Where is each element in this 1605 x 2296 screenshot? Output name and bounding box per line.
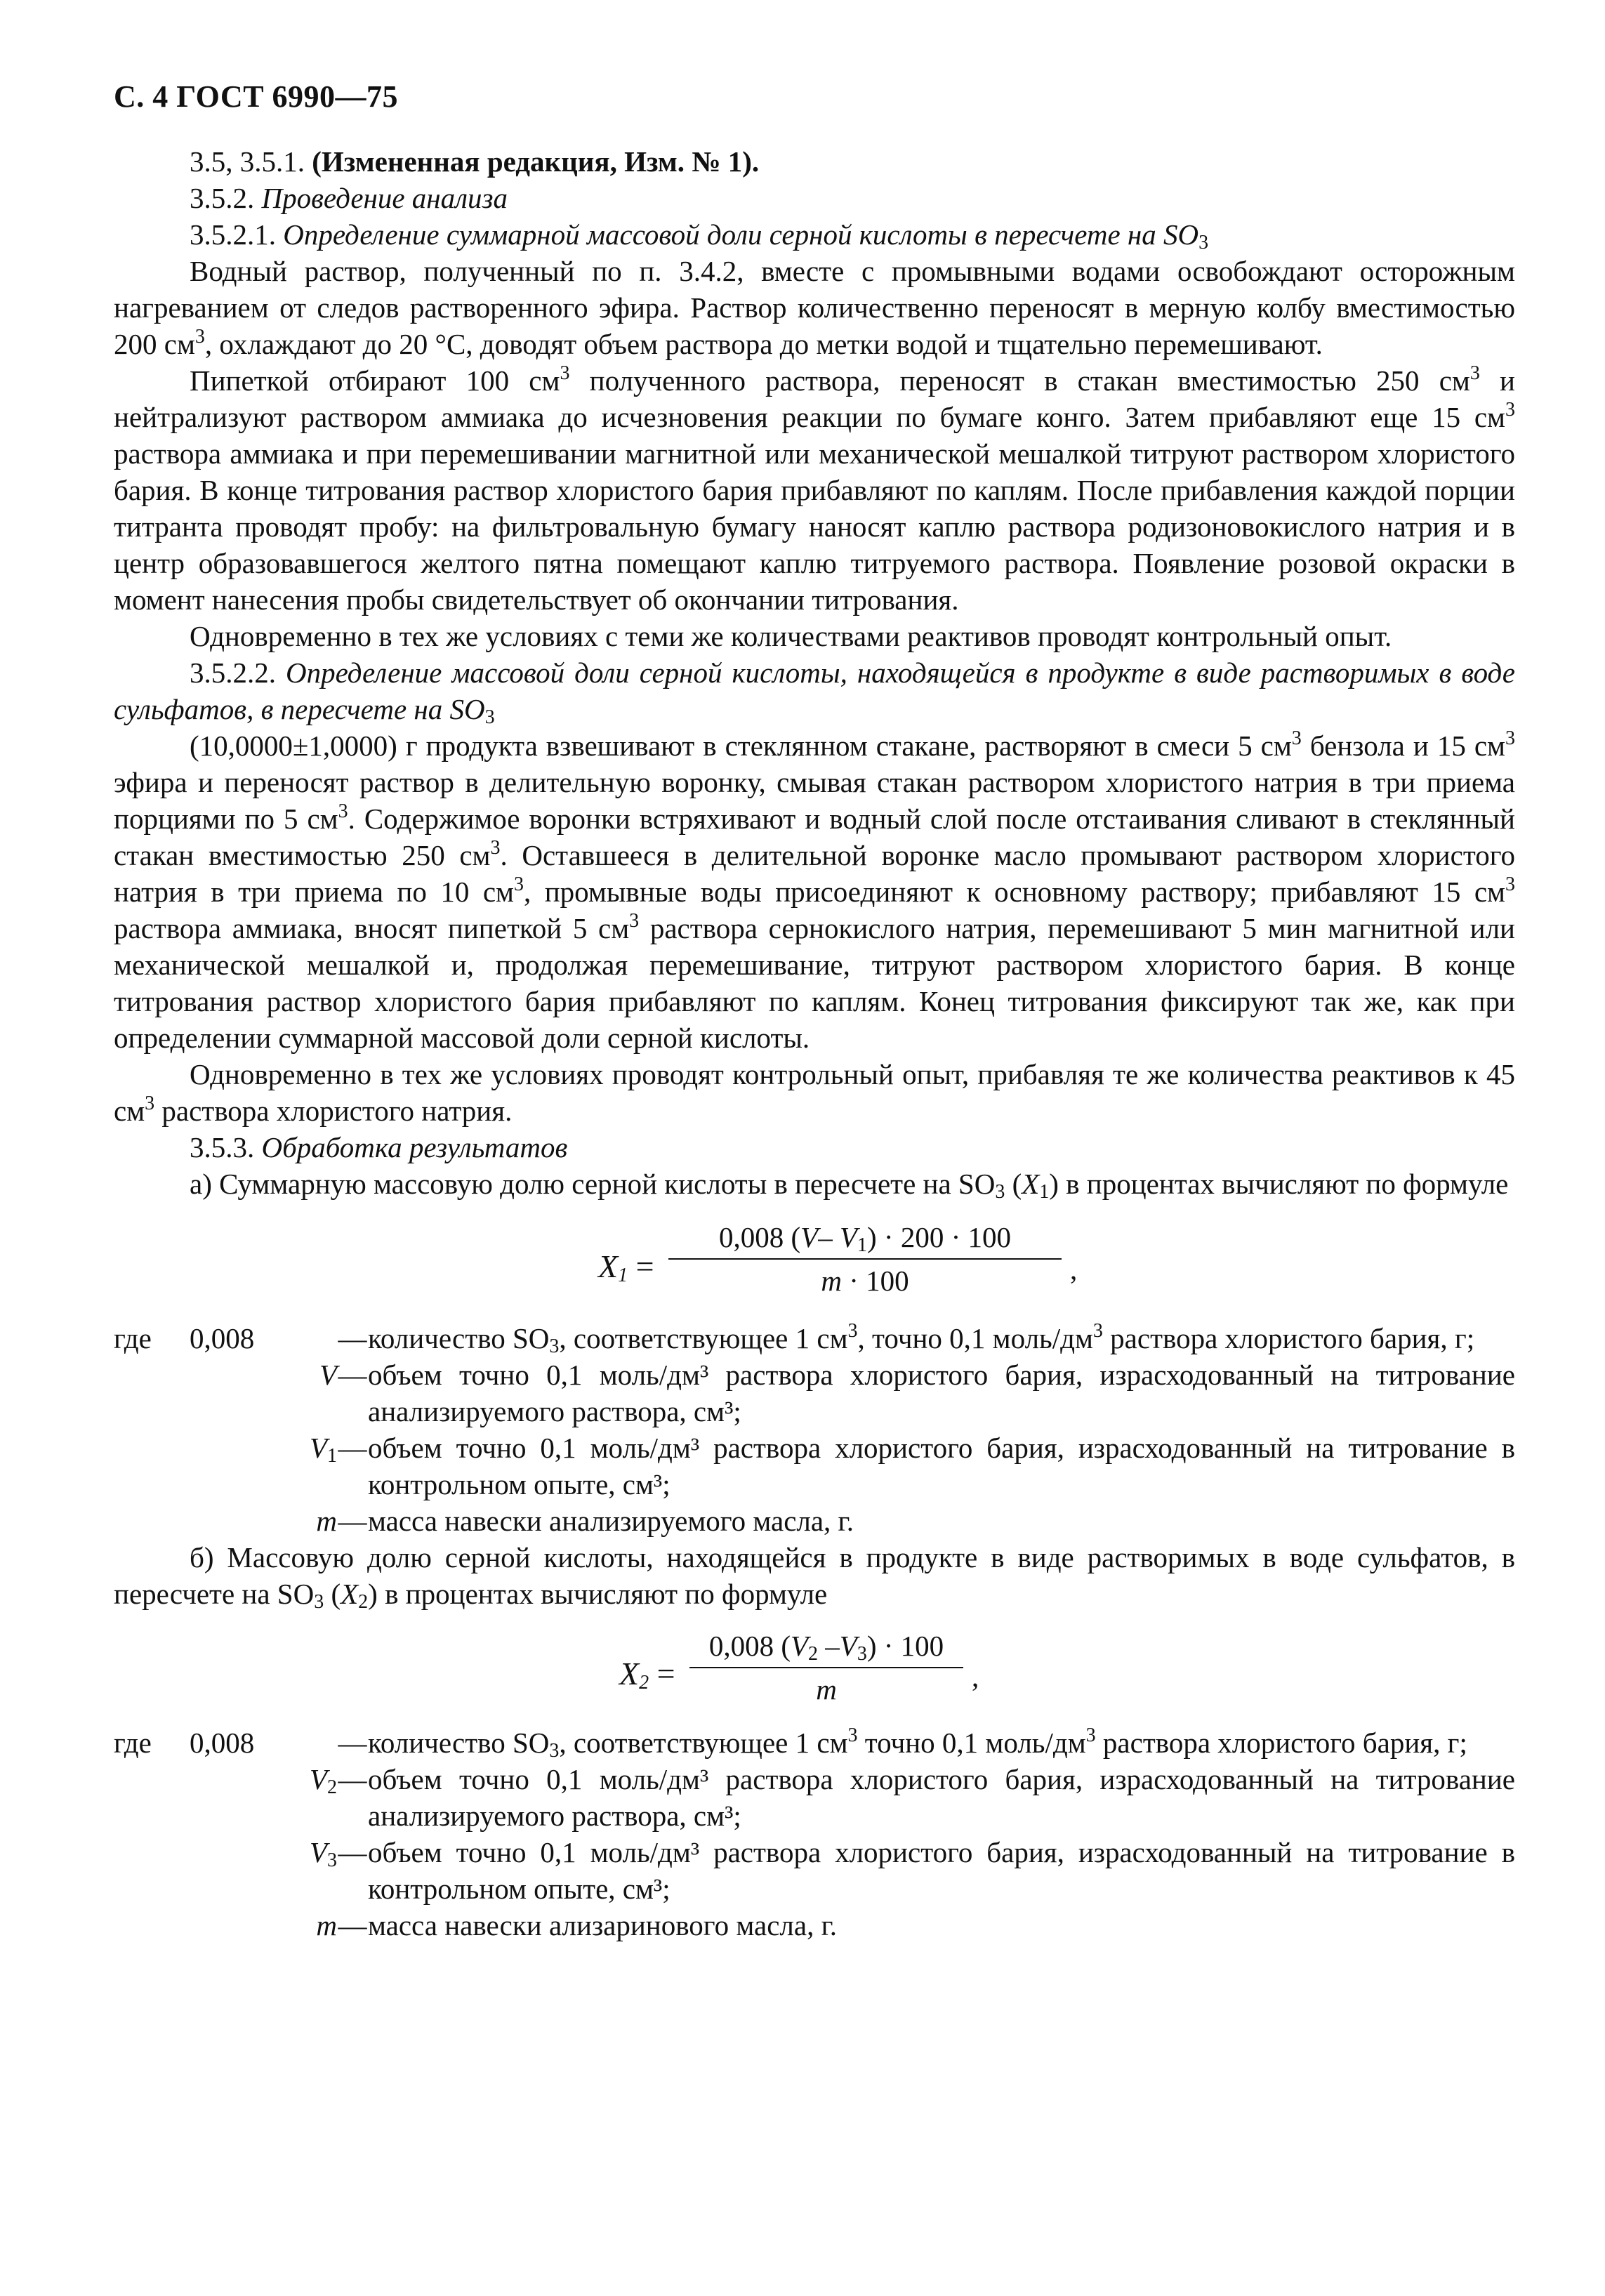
definition-text: масса навески анализируемого масла, г.	[368, 1505, 854, 1537]
formula-x1	[114, 1202, 1515, 1320]
text: , промывные воды присоединяют к основному раствору; прибавляют 15 см	[524, 876, 1505, 908]
definition-text: объем точно 0,1 моль/дм³ раствора хлористого бария, израсходованный на титрование анализируемого раствора, см³;	[368, 1359, 1515, 1427]
subscript: 3	[314, 1591, 324, 1613]
paragraph-sulfates	[114, 727, 1515, 1056]
subscript: 1	[857, 1234, 868, 1256]
text: б) Массовую долю серной кислоты, находящейся в продукте в виде растворимых в воде сульфатов, в пересчете на SO	[114, 1541, 1515, 1610]
definition-dash: —	[338, 1432, 367, 1464]
section-title: Определение суммарной массовой доли серной кислоты в пересчете на SO	[283, 218, 1199, 251]
definition-symbol: $V_1$	[309, 1432, 337, 1467]
definition-text: количество $SO_3$, соответствующее 1 $см^3$ точно 0,1 моль/$дм^3$ раствора хлористого бария, г;	[368, 1724, 1467, 1762]
variable: X	[598, 1248, 619, 1284]
text: раствора аммиака и при перемешивании магнитной или механической мешалкой титруют раствором хлористого бария. В конце титрования раствор хлористого бария прибавляют по каплям. После прибавления каждой порции титранта проводят пробу: на фильтровальную бумагу наносят каплю раствора родизоновокислого натрия и в центр образовавшегося желтого пятна помещают каплю титруемого раствора. Появление розовой окраски в момент нанесения пробы свидетельствует об окончании титрования.	[114, 437, 1515, 616]
section-3-5-2	[114, 180, 1515, 216]
variable: V	[800, 1221, 819, 1253]
text: 0,008 (	[719, 1221, 801, 1253]
definition-dash: —	[338, 1836, 367, 1868]
subscript: 3	[995, 1181, 1005, 1203]
text: (	[1005, 1168, 1022, 1200]
text: бензола и 15 см	[1301, 730, 1505, 762]
text: Одновременно в тех же условиях проводят контрольный опыт, прибавляя те же количества реактивов к 45 см	[114, 1058, 1515, 1127]
equals-sign: =	[649, 1656, 675, 1691]
definition-text: объем точно 0,1 моль/дм³ раствора хлористого бария, израсходованный на титрование в контрольном опыте, см³;	[368, 1432, 1515, 1500]
numerator	[689, 1628, 963, 1668]
subscript: 3	[857, 1643, 867, 1665]
superscript: 3	[194, 326, 205, 348]
text: ) в процентах вычисляют по формуле	[368, 1578, 828, 1610]
definition-row	[114, 1320, 1515, 1357]
where-label: где	[114, 1322, 152, 1354]
text: . Содержимое воронки встряхивают и водный слой после отстаивания сливают в стеклянный стакан вместимостью 250 см	[114, 803, 1515, 871]
definition-dash: —	[338, 1727, 367, 1759]
definition-row	[114, 1907, 1515, 1944]
definition-text: объем точно 0,1 моль/дм³ раствора хлористого бария, израсходованный на титрование в контрольном опыте, см³;	[368, 1836, 1515, 1905]
variable: m	[821, 1265, 842, 1297]
variable: m	[816, 1673, 837, 1705]
text: Пипеткой отбирают 100 см	[190, 364, 560, 397]
formula-fraction	[689, 1628, 963, 1708]
section-3-5-1	[114, 143, 1515, 180]
section-3-5-2-1	[114, 216, 1515, 253]
paragraph-formula-a-intro	[114, 1166, 1515, 1202]
text: . Оставшееся в делительной воронке масло промывают раствором хлористого натрия в три приема по 10 см	[114, 839, 1515, 908]
text: 0,008 (	[708, 1630, 791, 1662]
text: ) в процентах вычисляют по формуле	[1049, 1168, 1509, 1200]
amendment-note: (Измененная редакция, Изм. № 1).	[312, 145, 760, 178]
denominator	[668, 1260, 1062, 1299]
definition-symbol: $V_3$	[309, 1836, 337, 1871]
definition-row	[114, 1761, 1515, 1834]
definition-row	[114, 1724, 1515, 1761]
text: (	[324, 1578, 341, 1610]
section-3-5-3	[114, 1129, 1515, 1166]
denominator	[689, 1668, 963, 1708]
text: ) · 100	[866, 1630, 944, 1662]
document-body	[114, 143, 1515, 1944]
text: (10,0000±1,0000) г продукта взвешивают в стеклянном стакане, растворяют в смеси 5 см	[190, 730, 1292, 762]
subscript: 2	[639, 1672, 649, 1694]
definition-text: объем точно 0,1 моль/дм³ раствора хлористого бария, израсходованный на титрование анализируемого раствора, см³;	[368, 1763, 1515, 1832]
section-number: 3.5, 3.5.1.	[190, 145, 312, 178]
definition-row	[114, 1503, 1515, 1539]
where-label: где	[114, 1727, 152, 1759]
superscript: 3	[629, 910, 640, 932]
text: раствора хлористого натрия.	[154, 1095, 513, 1127]
text: –	[818, 1630, 840, 1662]
definition-text: масса навески ализаринового масла, г.	[368, 1909, 838, 1941]
section-number: 3.5.2.2.	[190, 657, 286, 689]
superscript: 3	[490, 837, 501, 859]
where-label	[114, 1761, 190, 1834]
definition-dash: —	[338, 1763, 367, 1795]
definition-symbol: 0,008	[190, 1727, 255, 1759]
superscript: 3	[1505, 727, 1515, 749]
definition-symbol: m	[316, 1909, 337, 1941]
superscript: 3	[1505, 873, 1515, 895]
subscript: 3	[484, 706, 495, 728]
numerator	[668, 1219, 1062, 1260]
definition-text: количество $SO_3$, соответствующее 1 $см^3$, точно 0,1 моль/$дм^3$ раствора хлористого бария, г;	[368, 1320, 1475, 1357]
superscript: 3	[514, 873, 524, 895]
where-label	[114, 1430, 190, 1503]
superscript: 3	[1505, 399, 1515, 421]
superscript: 3	[338, 800, 348, 822]
section-title: Обработка результатов	[261, 1131, 568, 1163]
subscript: 1	[1039, 1181, 1050, 1203]
text: Водный раствор, полученный по п. 3.4.2, вместе с промывными водами освобождают осторожным нагреванием от следов растворенного эфира. Раствор количественно переносят в мерную колбу вместимостью 200 см	[114, 255, 1515, 360]
superscript: 3	[560, 362, 570, 384]
definition-symbol: m	[316, 1505, 337, 1537]
where-label	[114, 1907, 190, 1944]
definition-dash: —	[338, 1909, 367, 1941]
formula-lhs	[598, 1248, 654, 1285]
text: раствора сернокислого натрия, перемешивают 5 мин магнитной или механической мешалкой и, продолжая перемешивание, титруют раствором хлористого бария. В конце титрования раствор хлористого бария прибавляют по каплям. Конец титрования фиксируют так же, как при определении суммарной массовой доли серной кислоты.	[114, 912, 1515, 1054]
definition-row	[114, 1834, 1515, 1907]
variable: V	[791, 1630, 809, 1662]
paragraph-control-2	[114, 1056, 1515, 1129]
variable: X	[619, 1656, 640, 1691]
definition-row	[114, 1430, 1515, 1503]
text: полученного раствора, переносят в стакан вместимостью 250 см	[569, 364, 1470, 397]
variable: X	[1022, 1168, 1040, 1200]
definitions-a	[114, 1320, 1515, 1539]
subscript: 1	[618, 1265, 628, 1286]
paragraph-control-1: Одновременно в тех же условиях с теми же количествами реактивов проводят контрольный опыт.	[190, 620, 1392, 652]
where-label	[114, 1357, 190, 1430]
text: ) · 200 · 100	[867, 1221, 1011, 1253]
text: , охлаждают до 20 °С, доводят объем раствора до метки водой и тщательно перемешивают.	[204, 328, 1323, 360]
text: –	[818, 1221, 840, 1253]
definition-row	[114, 1357, 1515, 1430]
formula-x2	[114, 1612, 1515, 1724]
paragraph-titration	[114, 362, 1515, 618]
text: и нейтрализуют раствором аммиака до исчезновения реакции по бумаге конго. Затем прибавляют еще 15 см	[114, 364, 1515, 433]
superscript: 3	[145, 1093, 155, 1114]
subscript: 3	[1198, 232, 1209, 253]
formula-lhs	[619, 1656, 675, 1692]
where-label	[114, 1834, 190, 1907]
formula-comma: ,	[1070, 1253, 1078, 1286]
text: раствора аммиака, вносят пипеткой 5 см	[114, 912, 630, 944]
equals-sign: =	[628, 1248, 654, 1284]
section-number: 3.5.3.	[190, 1131, 262, 1163]
subscript: 2	[358, 1591, 369, 1613]
definition-dash: —	[338, 1359, 367, 1391]
formula-fraction	[668, 1219, 1062, 1299]
paragraph-dissolution	[114, 253, 1515, 362]
where-label	[114, 1503, 190, 1539]
subscript: 2	[808, 1643, 819, 1665]
section-number: 3.5.2.1.	[190, 218, 284, 251]
definition-symbol: $V_2$	[309, 1763, 337, 1798]
text: эфира и переносят раствор в делительную воронку, смывая стакан раствором хлористого натрия в три приема порциями по 5 см	[114, 766, 1515, 835]
variable: X	[341, 1578, 359, 1610]
formula-comma: ,	[972, 1661, 979, 1693]
section-title: Определение массовой доли серной кислоты, находящейся в продукте в виде растворимых в воде сульфатов, в пересчете на SO	[114, 657, 1515, 725]
page-header: С. 4 ГОСТ 6990—75	[114, 79, 399, 114]
definition-dash: —	[338, 1505, 367, 1537]
text: · 100	[841, 1265, 909, 1297]
text: а) Суммарную массовую долю серной кислоты в пересчете на SO	[190, 1168, 996, 1200]
definitions-b	[114, 1724, 1515, 1944]
superscript: 3	[1469, 362, 1480, 384]
section-number: 3.5.2.	[190, 182, 262, 214]
section-title: Проведение анализа	[261, 182, 508, 214]
definition-symbol: 0,008	[190, 1322, 255, 1354]
definition-symbol: V	[319, 1359, 337, 1391]
definition-dash: —	[338, 1322, 367, 1354]
paragraph-formula-b-intro	[114, 1539, 1515, 1612]
superscript: 3	[1291, 727, 1302, 749]
variable: V	[839, 1221, 858, 1253]
section-3-5-2-2	[114, 654, 1515, 727]
variable: V	[839, 1630, 857, 1662]
